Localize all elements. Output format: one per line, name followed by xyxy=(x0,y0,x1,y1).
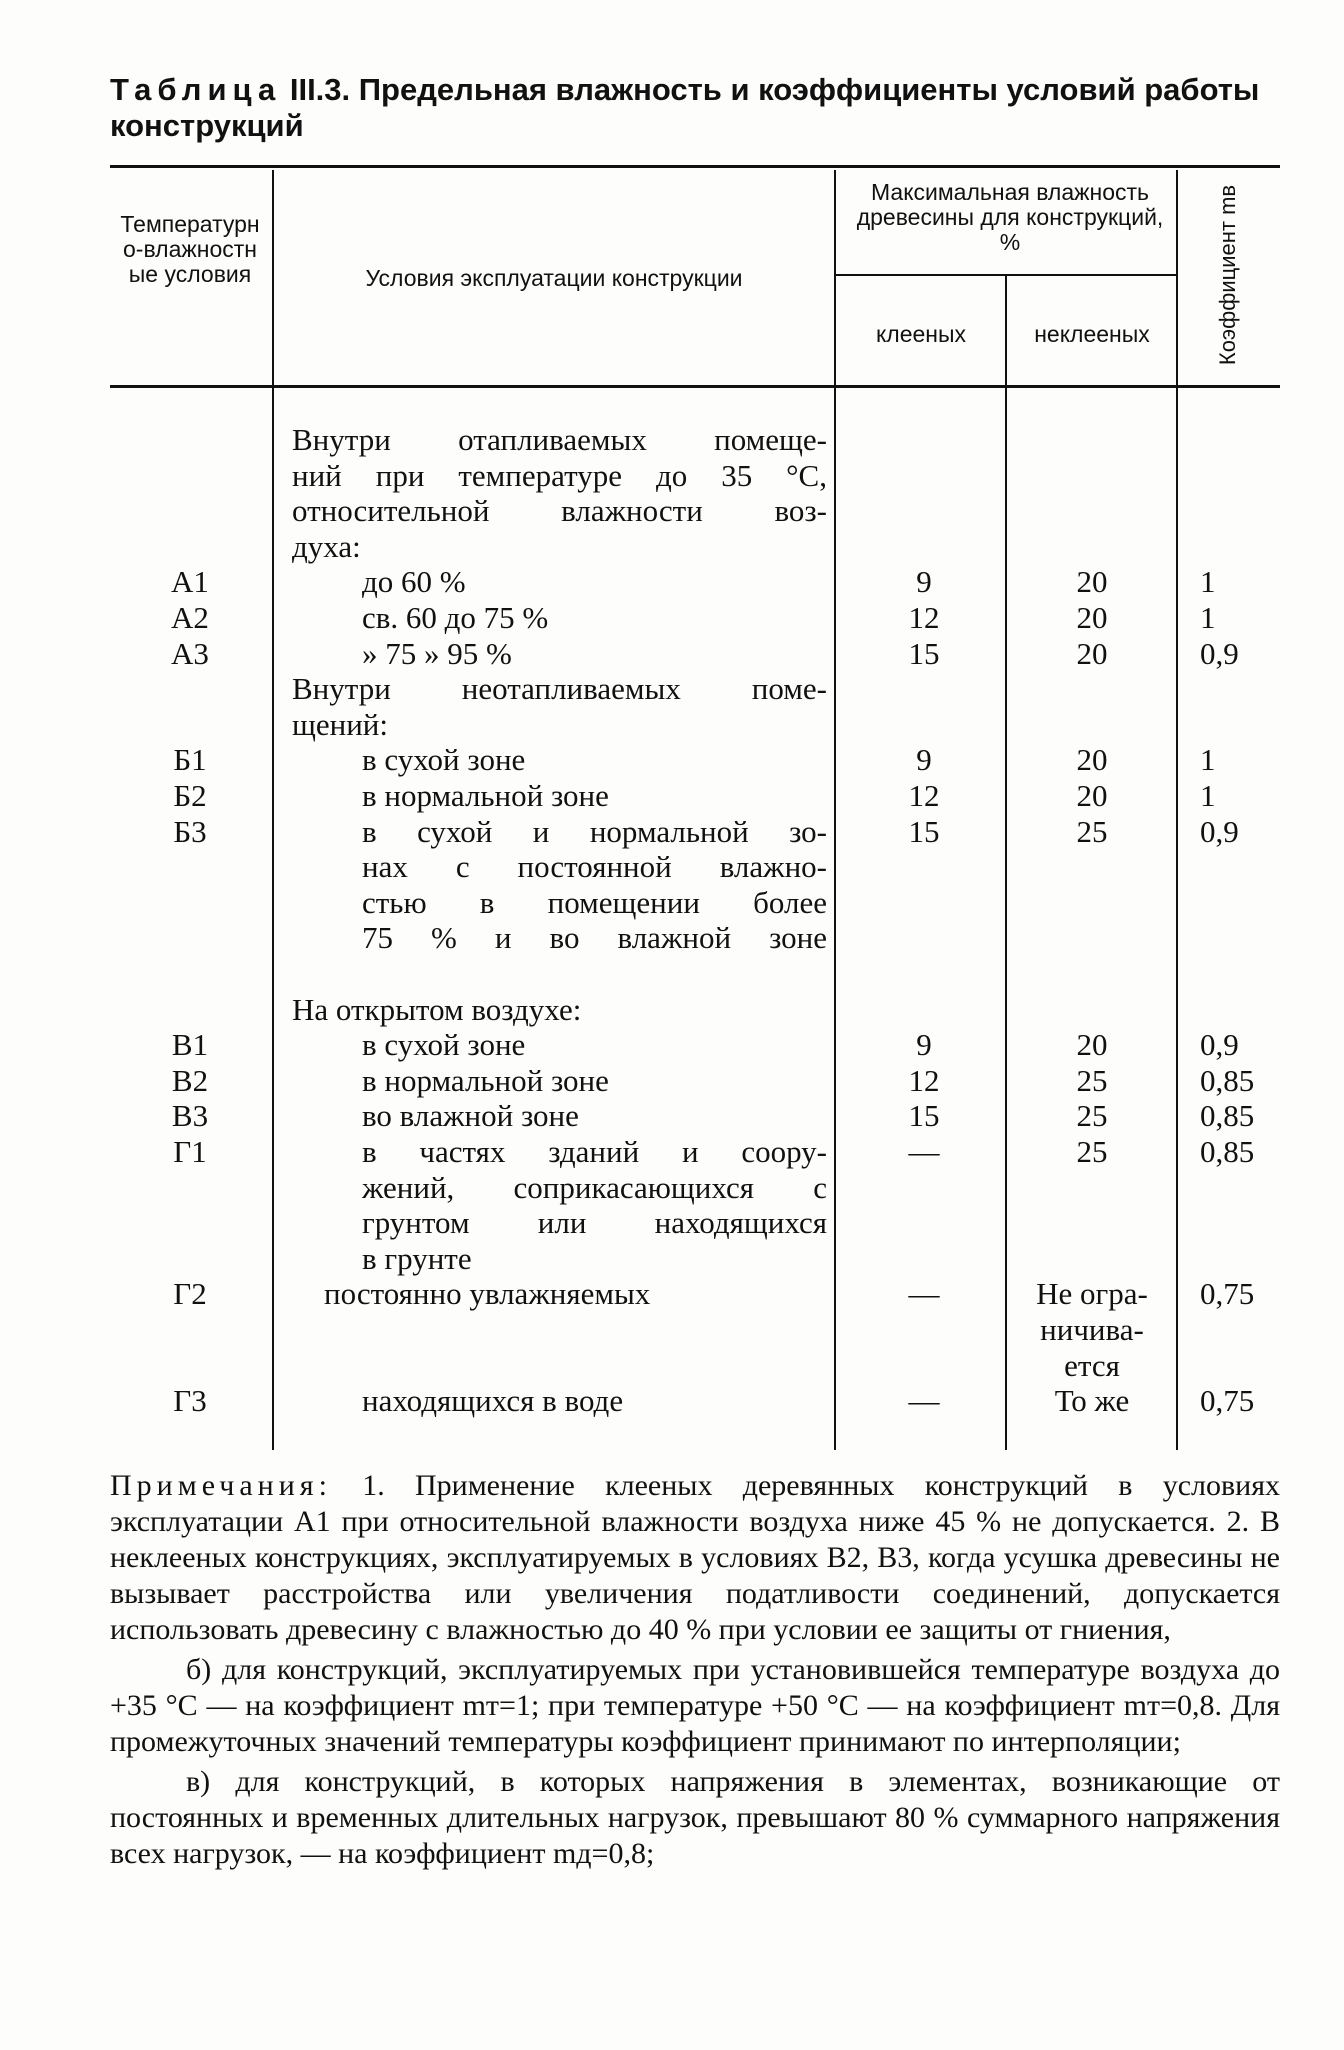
row-unglued-moisture: 20 xyxy=(1076,1027,1108,1062)
row-condition: На открытом воздухе: xyxy=(292,992,582,1027)
row-condition: щений: xyxy=(292,707,389,742)
column-divider-2 xyxy=(834,170,836,1450)
note-paragraph-2: б) для конструкций, эксплуатируемых при установившейся температуре воздуха до +35 °С — на коэффициент mт=1; при температуре +50 °С — на коэффициент mт=0,8. Для промежуточных значений температуры коэффициент принимают по интерполяции; xyxy=(110,1653,1280,1758)
row-unglued-moisture: 25 xyxy=(1076,1134,1108,1169)
row-condition: до 60 % xyxy=(362,564,466,599)
row-coefficient: 1 xyxy=(1200,778,1216,813)
row-unglued-moisture: ется xyxy=(1064,1348,1120,1383)
row-glued-moisture: 12 xyxy=(908,778,940,813)
row-condition: грунтом или находящихся xyxy=(362,1205,827,1240)
row-code: Г2 xyxy=(173,1276,207,1311)
row-code: Г1 xyxy=(173,1134,207,1169)
header-coefficient-text: Коэффициент mв xyxy=(1215,184,1240,366)
header-max-moisture: Максимальная влажность древесины для конструкций, % xyxy=(856,179,1164,255)
row-glued-moisture: 15 xyxy=(908,814,940,849)
row-code: А1 xyxy=(171,564,209,599)
row-condition: нах с постоянной влажно- xyxy=(362,849,827,884)
row-coefficient: 0,85 xyxy=(1200,1063,1255,1098)
row-coefficient: 0,75 xyxy=(1200,1383,1255,1418)
row-coefficient: 1 xyxy=(1200,600,1216,635)
row-coefficient: 0,9 xyxy=(1200,814,1239,849)
row-unglued-moisture: 20 xyxy=(1076,742,1108,777)
row-code: Г3 xyxy=(173,1383,207,1418)
row-unglued-moisture: Не огра- xyxy=(1036,1276,1148,1311)
note-paragraph-3: в) для конструкций, в которых напряжения в элементах, возникающие от постоянных и временных длительных нагрузок, превышают 80 % суммарного напряжения всех нагрузок, — на коэффициент mд=0,8; xyxy=(110,1765,1280,1870)
row-condition: в нормальной зоне xyxy=(362,1063,609,1098)
row-condition: в сухой зоне xyxy=(362,1027,526,1062)
row-condition: Внутри отапливаемых помеще- xyxy=(292,422,827,457)
notes xyxy=(110,1468,1280,1872)
row-condition: постоянно увлажняемых xyxy=(324,1276,651,1311)
row-condition: находящихся в воде xyxy=(362,1383,624,1418)
row-code: А3 xyxy=(171,636,209,671)
row-coefficient: 0,9 xyxy=(1200,636,1239,671)
notes-label: Примечания: xyxy=(110,1469,332,1502)
table-title-text: III.3. Предельная влажность и коэффициенты условий работы конструкций xyxy=(110,72,1260,143)
row-condition: во влажной зоне xyxy=(362,1098,579,1133)
table-top-rule xyxy=(110,165,1280,168)
row-coefficient: 0,9 xyxy=(1200,1027,1239,1062)
row-condition: 75 % и во влажной зоне xyxy=(362,920,827,955)
table-title xyxy=(110,72,1280,144)
header-operating-conditions: Условия эксплуатации конструкции xyxy=(365,265,743,291)
row-glued-moisture: 12 xyxy=(908,1063,940,1098)
row-unglued-moisture: 25 xyxy=(1076,814,1108,849)
row-condition: в грунте xyxy=(362,1241,472,1276)
row-unglued-moisture: 20 xyxy=(1076,600,1108,635)
row-code: В2 xyxy=(171,1063,209,1098)
header-glued: клееных xyxy=(875,321,967,347)
row-coefficient: 0,75 xyxy=(1200,1276,1255,1311)
row-unglued-moisture: 25 xyxy=(1076,1063,1108,1098)
row-unglued-moisture: ничива- xyxy=(1040,1312,1144,1347)
row-condition: ний при температуре до 35 °С, xyxy=(292,458,827,493)
row-glued-moisture: 12 xyxy=(908,600,940,635)
note-1-text: 1. Применение клееных деревянных конструкций в условиях эксплуатации А1 при относительной влажности воздуха ниже 45 % не допускается. 2. В неклееных конструкциях, эксплуатируемых в условиях В2, В3, когда усушка древесины не вызывает расстройства или увеличения податливости соединений, допускается использовать древесину с влажностью до 40 % при условии ее защиты от гниения, xyxy=(110,1469,1280,1646)
row-condition: духа: xyxy=(292,529,361,564)
row-code: Б2 xyxy=(173,778,207,813)
row-code: В3 xyxy=(171,1098,209,1133)
row-unglued-moisture: 20 xyxy=(1076,636,1108,671)
row-glued-moisture: 9 xyxy=(916,564,932,599)
row-condition: св. 60 до 75 % xyxy=(362,600,549,635)
row-coefficient: 1 xyxy=(1200,564,1216,599)
row-unglued-moisture: 20 xyxy=(1076,778,1108,813)
row-glued-moisture: — xyxy=(908,1276,940,1311)
row-unglued-moisture: 20 xyxy=(1076,564,1108,599)
row-condition: в сухой и нормальной зо- xyxy=(362,814,827,849)
row-coefficient: 0,85 xyxy=(1200,1134,1255,1169)
row-condition: в частях зданий и соору- xyxy=(362,1134,827,1169)
row-glued-moisture: 15 xyxy=(908,1098,940,1133)
row-glued-moisture: 9 xyxy=(916,1027,932,1062)
row-glued-moisture: 9 xyxy=(916,742,932,777)
row-glued-moisture: — xyxy=(908,1383,940,1418)
note-paragraph-1 xyxy=(110,1468,1280,1648)
row-condition: в сухой зоне xyxy=(362,742,526,777)
row-coefficient: 0,85 xyxy=(1200,1098,1255,1133)
row-code: В1 xyxy=(171,1027,209,1062)
row-coefficient: 1 xyxy=(1200,742,1216,777)
row-condition: относительной влажности воз- xyxy=(292,493,827,528)
row-glued-moisture: 15 xyxy=(908,636,940,671)
column-divider-4 xyxy=(1176,170,1178,1450)
row-unglued-moisture: 25 xyxy=(1076,1098,1108,1133)
row-code: Б3 xyxy=(173,814,207,849)
header-coefficient xyxy=(1210,180,1246,370)
row-condition: » 75 » 95 % xyxy=(362,636,512,671)
row-condition: стью в помещении более xyxy=(362,885,827,920)
header-bottom-rule xyxy=(110,385,1280,388)
row-code: Б1 xyxy=(173,742,207,777)
row-condition: Внутри неотапливаемых поме- xyxy=(292,671,827,706)
column-divider-1 xyxy=(272,170,274,1450)
header-unglued: неклееных xyxy=(1034,321,1150,347)
row-condition: в нормальной зоне xyxy=(362,778,609,813)
row-glued-moisture: — xyxy=(908,1134,940,1169)
row-unglued-moisture: То же xyxy=(1054,1383,1130,1418)
row-condition: жений, соприкасающихся с xyxy=(362,1170,827,1205)
column-divider-3 xyxy=(1005,276,1007,1450)
table-title-label: Таблица xyxy=(110,72,282,107)
row-code: А2 xyxy=(171,600,209,635)
header-conditions-code: Температурно-влажностные условия xyxy=(120,211,260,287)
